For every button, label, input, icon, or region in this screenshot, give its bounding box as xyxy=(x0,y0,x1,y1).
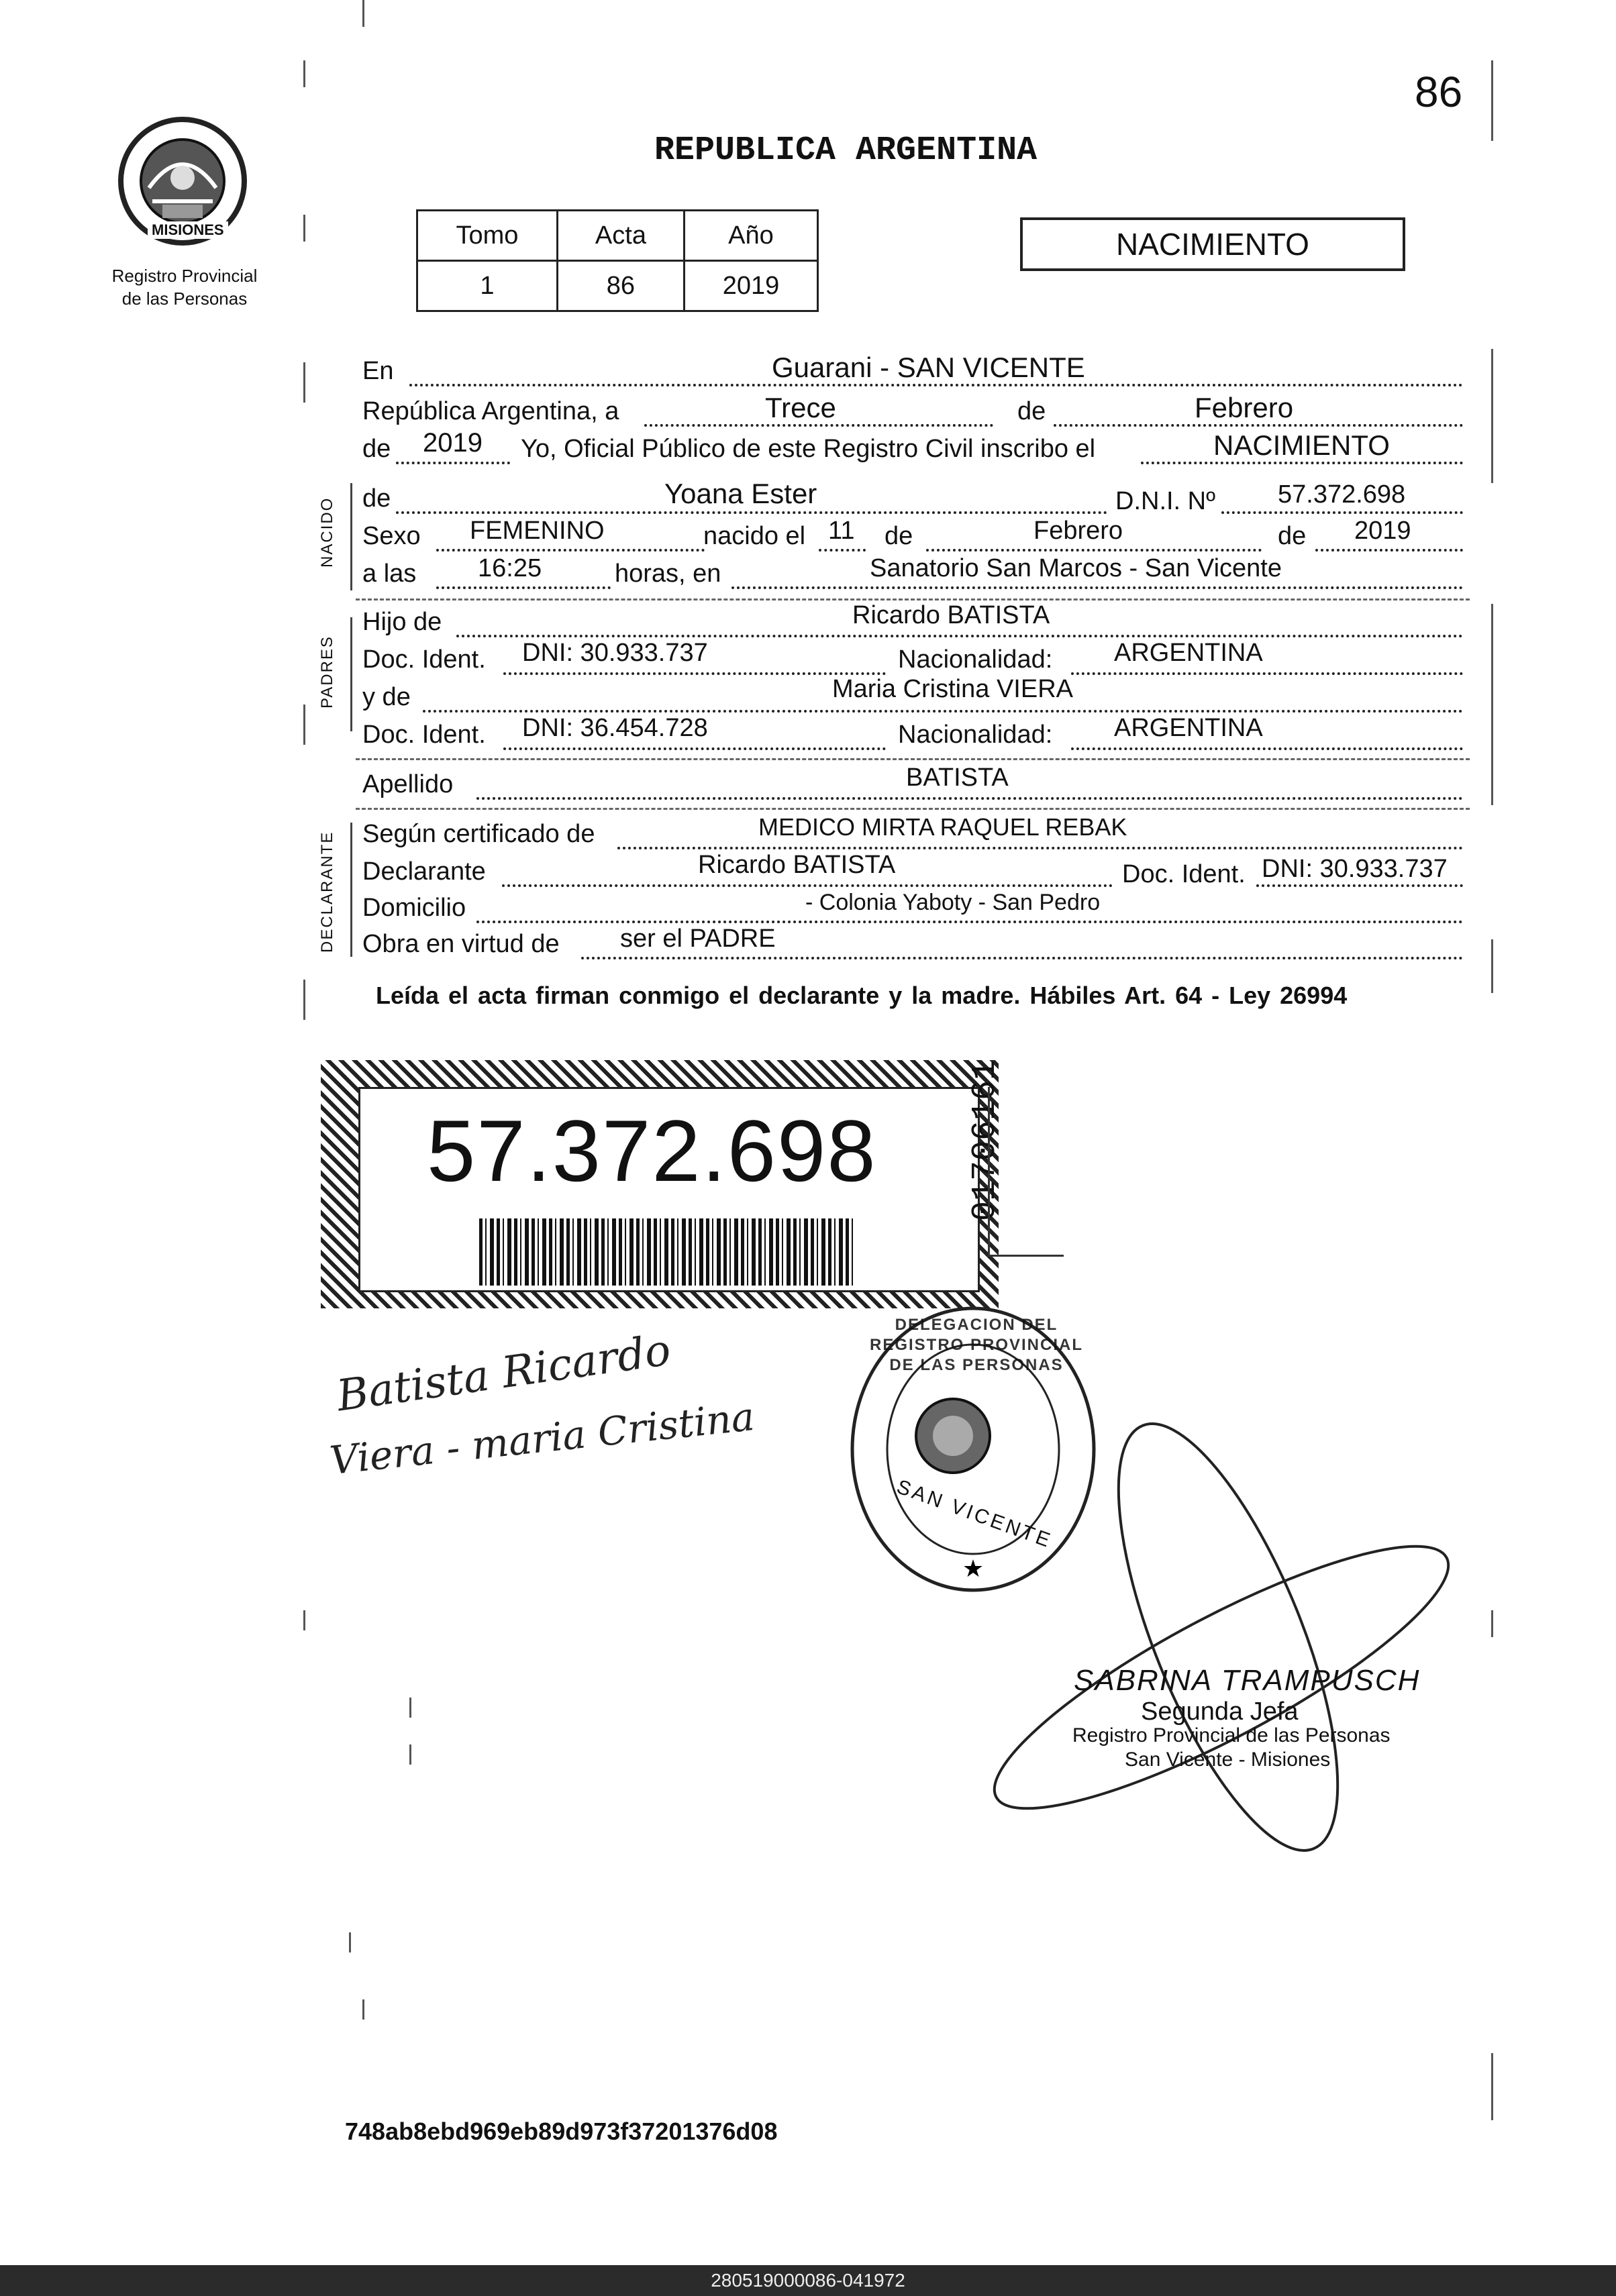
signature-father: Batista Ricardo xyxy=(334,1325,674,1422)
sticker-barcode xyxy=(479,1218,855,1286)
dotted-line xyxy=(581,957,1463,959)
type-value: NACIMIENTO xyxy=(1213,429,1390,461)
de-label: de xyxy=(885,522,913,550)
section-divider xyxy=(356,758,1470,760)
dotted-line xyxy=(476,797,1463,800)
registry-name-line1: Registro Provincial xyxy=(111,266,258,286)
apellido-label: Apellido xyxy=(362,770,454,798)
father-doc: DNI: 30.933.737 xyxy=(522,639,708,667)
left-margin-line xyxy=(303,60,305,87)
right-margin-line xyxy=(1491,604,1493,805)
certificado-label: Según certificado de xyxy=(362,820,595,848)
document-type-box: NACIMIENTO xyxy=(1020,217,1405,271)
month-value: Febrero xyxy=(1195,392,1294,423)
en-value: Guarani - SAN VICENTE xyxy=(772,352,1085,383)
right-margin-line xyxy=(1491,939,1493,993)
mother-doc: DNI: 36.454.728 xyxy=(522,714,708,742)
right-margin-line xyxy=(1491,60,1493,141)
child-dni: 57.372.698 xyxy=(1278,480,1406,509)
dotted-line xyxy=(1071,747,1463,750)
dotted-line xyxy=(456,635,1463,637)
declarante-value: Ricardo BATISTA xyxy=(698,851,896,879)
registry-name-line2: de las Personas xyxy=(121,289,248,309)
dotted-line xyxy=(1054,424,1463,427)
dotted-line xyxy=(1221,511,1463,514)
child-name: Yoana Ester xyxy=(664,478,817,509)
dotted-line xyxy=(926,549,1262,552)
dotted-line xyxy=(396,511,1107,514)
obra-value: ser el PADRE xyxy=(620,925,776,953)
official-office2: San Vicente - Misiones xyxy=(1125,1749,1331,1771)
margin-tick xyxy=(349,1932,351,1952)
left-margin-line xyxy=(303,215,305,242)
dotted-line xyxy=(1071,672,1463,675)
nacionalidad-label: Nacionalidad: xyxy=(898,645,1053,674)
dotted-line xyxy=(503,747,886,750)
birth-time: 16:25 xyxy=(478,554,542,582)
officer-text: Yo, Oficial Público de este Registro Civil inscribo el xyxy=(521,435,1096,463)
dotted-line xyxy=(644,424,993,427)
table-cell-ano: 2019 xyxy=(684,261,817,311)
document-hash: 748ab8ebd969eb89d973f37201376d08 xyxy=(345,2118,778,2145)
seal-inner-text: SAN VICENTE xyxy=(893,1475,1056,1553)
dotted-line xyxy=(423,710,1463,713)
closing-statement: Leída el acta firman conmigo el declarante y la madre. Hábiles Art. 64 - Ley 26994 xyxy=(376,982,1348,1009)
doc-label: Doc. Ident. xyxy=(362,645,486,674)
dotted-line xyxy=(476,921,1463,923)
declarante-label: Declarante xyxy=(362,857,486,886)
dotted-line xyxy=(436,586,611,589)
dotted-line xyxy=(617,847,1463,849)
margin-tick xyxy=(362,1999,364,2020)
de-label: de xyxy=(362,484,391,513)
dotted-line xyxy=(819,549,866,552)
sticker-serial-frame xyxy=(988,1087,1064,1257)
alas-label: a las xyxy=(362,560,417,588)
nacido-label: nacido el xyxy=(703,522,806,550)
declarante-doc: DNI: 30.933.737 xyxy=(1262,855,1448,883)
sticker-serial: 01706161 xyxy=(966,1059,1005,1221)
section-bar xyxy=(350,617,352,731)
domicilio-value: - Colonia Yaboty - San Pedro xyxy=(805,890,1101,915)
padres-side-label: PADRES xyxy=(318,635,336,709)
logo-text-bottom: MISIONES xyxy=(148,221,228,239)
table-cell-tomo: 1 xyxy=(417,261,558,311)
dotted-line xyxy=(396,462,510,464)
year-value: 2019 xyxy=(423,428,483,458)
right-margin-line xyxy=(1491,349,1493,483)
apellido-value: BATISTA xyxy=(906,764,1009,792)
nacido-side-label: NACIDO xyxy=(318,497,336,568)
horas-label: horas, en xyxy=(615,560,721,588)
left-margin-line xyxy=(303,980,305,1020)
right-margin-line xyxy=(1491,1610,1493,1637)
sexo-label: Sexo xyxy=(362,522,421,550)
birth-day: 11 xyxy=(828,517,855,545)
left-margin-line xyxy=(303,362,305,403)
table-header-ano: Año xyxy=(684,211,817,261)
sticker-number: 57.372.698 xyxy=(427,1102,877,1200)
dotted-line xyxy=(409,384,1463,386)
right-margin-line xyxy=(1491,2053,1493,2120)
nacionalidad-label: Nacionalidad: xyxy=(898,721,1053,749)
doc-label: Doc. Ident. xyxy=(1122,860,1246,888)
left-margin-line xyxy=(303,705,305,745)
dotted-line xyxy=(1315,549,1463,552)
obra-label: Obra en virtud de xyxy=(362,930,560,958)
page-title: REPUBLICA ARGENTINA xyxy=(654,132,1038,170)
en-label: En xyxy=(362,357,394,385)
mother-nationality: ARGENTINA xyxy=(1114,714,1263,742)
signature-scribble-icon xyxy=(940,1382,1476,1919)
page-number: 86 xyxy=(1415,68,1463,116)
dotted-line xyxy=(731,586,1463,589)
republica-label: República Argentina, a xyxy=(362,397,619,425)
section-divider xyxy=(356,598,1470,601)
svg-text:★: ★ xyxy=(962,1555,984,1583)
section-bar xyxy=(350,483,352,590)
father-nationality: ARGENTINA xyxy=(1114,639,1263,667)
dotted-line xyxy=(503,672,886,675)
sexo-value: FEMENINO xyxy=(470,517,605,545)
yde-label: y de xyxy=(362,683,411,711)
hijo-label: Hijo de xyxy=(362,608,442,636)
official-role: Segunda Jefa xyxy=(1141,1698,1299,1726)
doc-label: Doc. Ident. xyxy=(362,721,486,749)
dotted-line xyxy=(502,884,1113,887)
section-bar xyxy=(350,823,352,957)
section-divider xyxy=(356,808,1470,810)
mother-name: Maria Cristina VIERA xyxy=(832,675,1073,703)
birth-month: Febrero xyxy=(1033,517,1123,545)
declarante-side-label: DECLARANTE xyxy=(318,831,336,953)
signature-mother: Viera - maria Cristina xyxy=(327,1393,757,1484)
margin-tick xyxy=(409,1698,411,1718)
birth-place: Sanatorio San Marcos - San Vicente xyxy=(870,554,1282,582)
de2-label: de xyxy=(362,435,391,463)
table-header-acta: Acta xyxy=(557,211,684,261)
de-label: de xyxy=(1017,397,1046,425)
official-name: SABRINA TRAMPUSCH xyxy=(1074,1664,1421,1697)
margin-tick xyxy=(409,1744,411,1765)
table-cell-acta: 86 xyxy=(557,261,684,311)
dotted-line xyxy=(436,549,705,552)
official-signature-scribble xyxy=(940,1382,1476,1919)
domicilio-label: Domicilio xyxy=(362,894,466,922)
dotted-line xyxy=(1141,462,1463,464)
dotted-line xyxy=(1256,884,1463,887)
footer-code: 280519000086-041972 xyxy=(0,2265,1616,2296)
father-name: Ricardo BATISTA xyxy=(852,601,1050,629)
margin-tick xyxy=(303,1610,305,1630)
acta-table xyxy=(416,209,819,312)
official-office1: Registro Provincial de las Personas xyxy=(1072,1724,1391,1746)
certificado-value: MEDICO MIRTA RAQUEL REBAK xyxy=(758,813,1127,841)
seal-ring-text: DELEGACION DEL REGISTRO PROVINCIAL DE LAS PERSONAS xyxy=(869,1316,1084,1374)
margin-tick xyxy=(362,0,364,27)
day-value: Trece xyxy=(765,392,836,423)
table-header-tomo: Tomo xyxy=(417,211,558,261)
birth-year: 2019 xyxy=(1354,517,1411,545)
de-label: de xyxy=(1278,522,1307,550)
dni-label: D.N.I. Nº xyxy=(1115,487,1215,515)
